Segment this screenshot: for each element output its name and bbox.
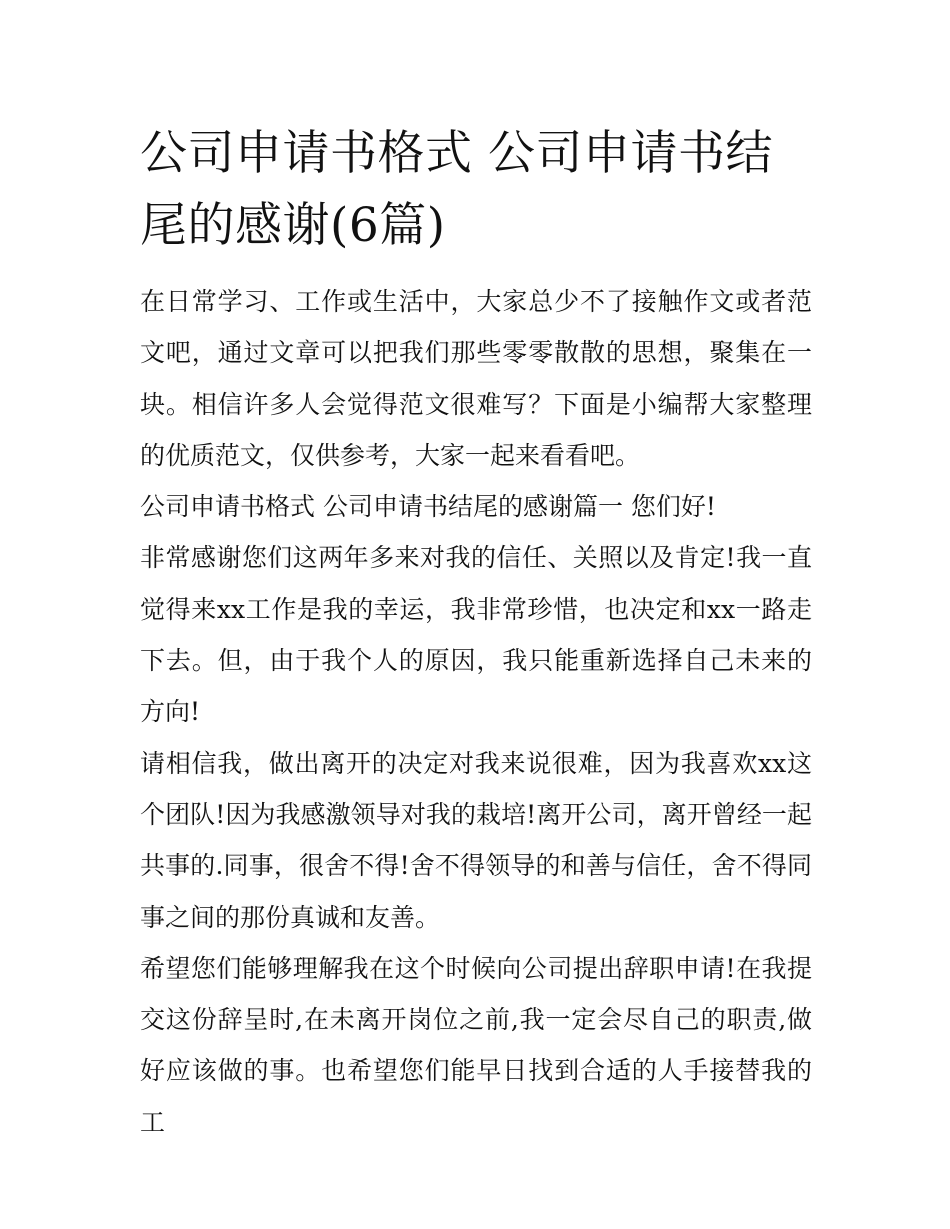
document-body xyxy=(140,276,812,1148)
document-title: 公司申请书格式 公司申请书结尾的感谢(6篇) xyxy=(140,126,773,253)
paragraph-resignation-request: 希望您们能够理解我在这个时候向公司提出辞职申请!在我提交这份辞呈时,在未离开岗位之前,我一定会尽自己的职责,做好应该做的事。也希望您们能早日找到合适的人手接替我的工 xyxy=(140,953,812,1137)
paragraph-thanks: 非常感谢您们这两年多来对我的信任、关照以及肯定!我一直觉得来xx工作是我的幸运，我非常珍惜，也决定和xx一路走下去。但，由于我个人的原因，我只能重新选择自己未来的方向! xyxy=(140,543,812,727)
paragraph-section-heading: 公司申请书格式 公司申请书结尾的感谢篇一 您们好! xyxy=(140,492,716,522)
paragraph-difficult-decision: 请相信我，做出离开的决定对我来说很难，因为我喜欢xx这个团队!因为我感激领导对我的栽培!离开公司，离开曾经一起共事的.同事，很舍不得!舍不得领导的和善与信任，舍不得同事之间的那份真诚和友善。 xyxy=(140,748,812,932)
paragraph-intro: 在日常学习、工作或生活中，大家总少不了接触作文或者范文吧，通过文章可以把我们那些零零散散的思想，聚集在一块。相信许多人会觉得范文很难写？下面是小编帮大家整理的优质范文，仅供参考，大家一起来看看吧。 xyxy=(140,287,812,470)
